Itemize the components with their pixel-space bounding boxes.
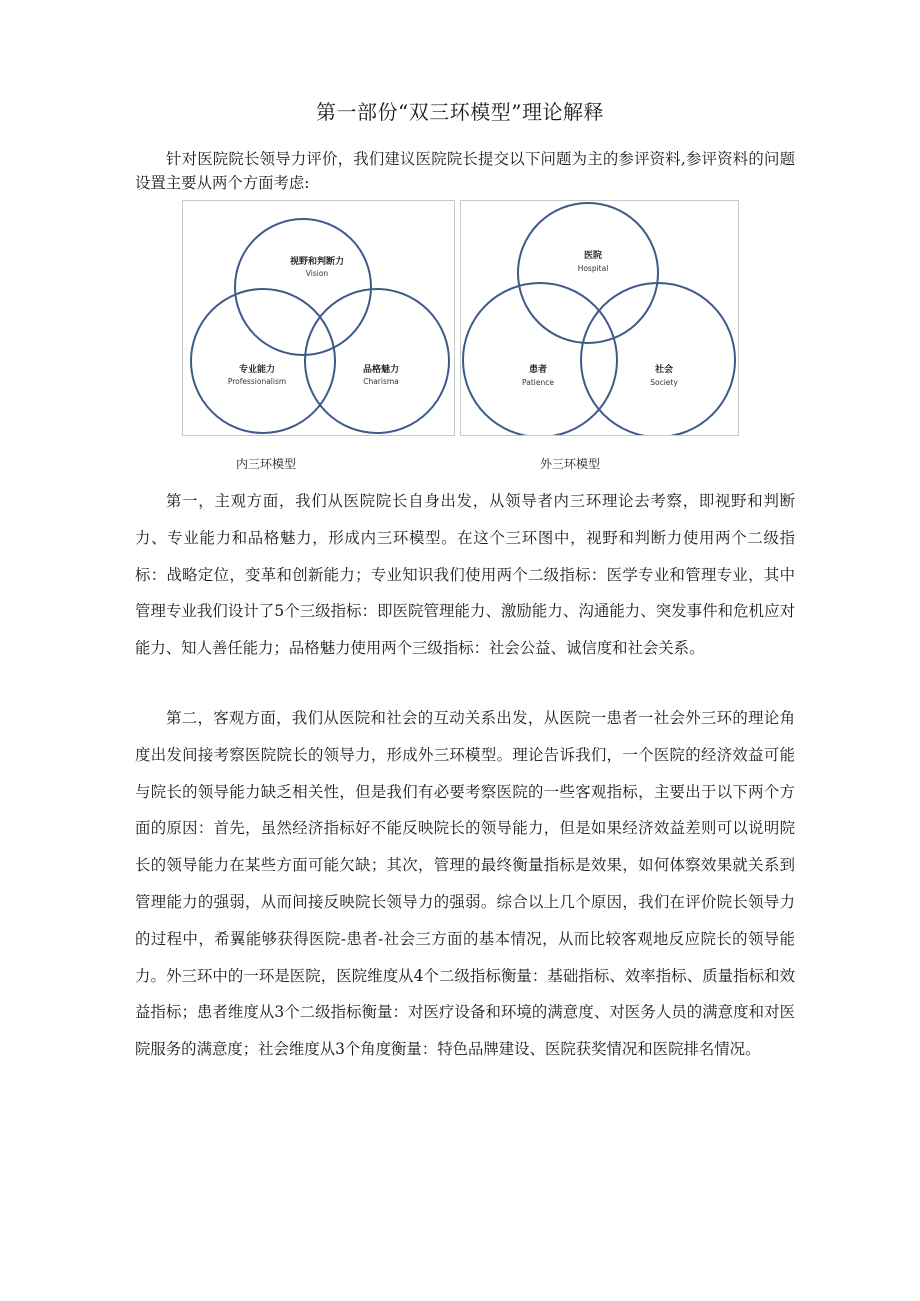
inner-diagram-caption: 内三环模型 [236,457,297,471]
hospital-label-zh: 医院 [583,251,603,261]
society-ring [581,283,735,435]
professionalism-label-en: Professionalism [227,377,287,386]
hospital-ring [518,203,658,343]
vision-ring [235,219,371,355]
paragraph-objective: 第二，客观方面，我们从医院和社会的互动关系出发，从医院一患者一社会外三环的理论角度出发间接考察医院院长的领导力，形成外三环模型。理论告诉我们，一个医院的经济效益可能与院长的领导能力缺乏相关性，但是我们有必要考察医院的一些客观指标，主要出于以下两个方面的原因：首先，虽然经济指标好不能反映院长的领导能力，但是如果经济效益差则可以说明院长的领导能力在某些方面可能欠缺；其次，管理的最终衡量指标是效果，如何体察效果就关系到管理能力的强弱，从而间接反映院长领导力的强弱。综合以上几个原因，我们在评价院长领导力的过程中，希翼能够获得医院-患者-社会三方面的基本情况，从而比较客观地反应院长的领导能力。外三环中的一环是医院，医院维度从4个二级指标衡量：基础指标、效率指标、质量指标和效益指标；患者维度从3个二级指标衡量：对医疗设备和环境的满意度、对医务人员的满意度和对医院服务的满意度；社会维度从3个角度衡量：特色品牌建设、医院获奖情况和医院排名情况。 [135,709,795,1059]
page-title: 第一部份“双三环模型”理论解释 [316,100,604,124]
society-label-zh: 社会 [654,365,674,375]
paragraph-subjective: 第一，主观方面，我们从医院院长自身出发，从领导者内三环理论去考察，即视野和判断力、专业能力和品格魅力，形成内三环模型。在这个三环图中，视野和判断力使用两个二级指标：战略定位，变革和创新能力；专业知识我们使用两个二级指标：医学专业和管理专业，其中管理专业我们设计了5个三级指标：即医院管理能力、激励能力、沟通能力、突发事件和危机应对能力、知人善任能力；品格魅力使用两个三级指标：社会公益、诚信度和社会关系。 [135,492,795,658]
vision-label-en: Vision [305,269,329,278]
professionalism-label-zh: 专业能力 [238,365,276,375]
outer-three-ring-diagram [460,200,739,436]
hospital-label-en: Hospital [577,264,609,273]
charisma-ring [305,289,449,433]
patience-label-en: Patience [522,378,554,387]
patience-label-zh: 患者 [528,365,548,375]
professionalism-ring [191,289,335,433]
charisma-label-zh: 品格魅力 [362,365,400,375]
vision-label-zh: 视野和判断力 [289,257,345,267]
inner-three-ring-diagram [182,200,455,436]
patience-ring [463,283,617,435]
outer-diagram-caption: 外三环模型 [540,457,601,471]
charisma-label-en: Charisma [363,377,399,386]
society-label-en: Society [650,378,678,387]
intro-paragraph: 针对医院院长领导力评价，我们建议医院院长提交以下问题为主的参评资料,参评资料的问题设置主要从两个方面考虑: [135,150,795,192]
